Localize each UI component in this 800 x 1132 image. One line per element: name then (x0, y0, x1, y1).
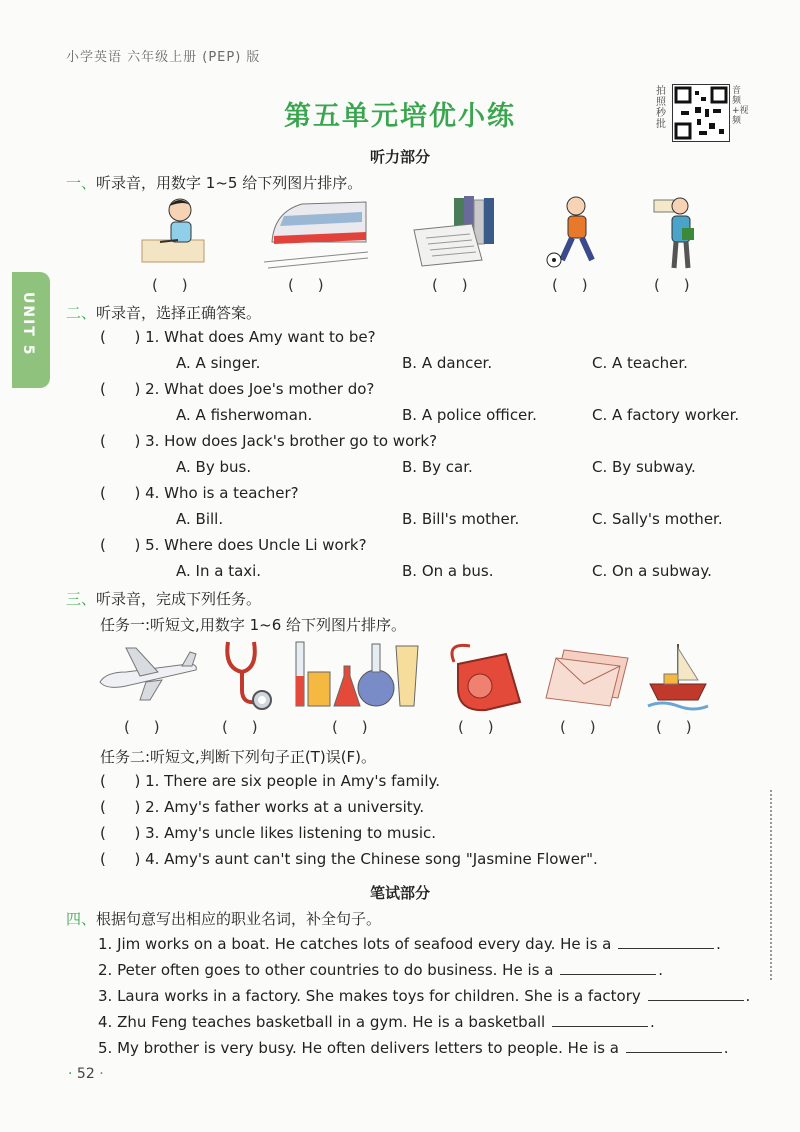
statement-row (100, 798, 424, 816)
page-number: · 52 · (68, 1066, 104, 1082)
option-b[interactable]: B. A police officer. (402, 406, 537, 424)
option-b[interactable]: B. By car. (402, 458, 473, 476)
option-a[interactable]: A. A singer. (176, 354, 261, 372)
answer-blank[interactable]: ( ) (458, 718, 494, 736)
option-c[interactable]: C. A factory worker. (592, 406, 740, 424)
sentence-row (98, 960, 663, 979)
sentence-text: 3. Laura works in a factory. She makes toys for children. She is a factory (98, 987, 641, 1005)
part3-instruction: 听录音，完成下列任务。 (96, 590, 262, 608)
answer-blank[interactable]: ( ) (552, 276, 588, 294)
part3-number: 三、 (66, 590, 97, 608)
question-row (100, 484, 299, 502)
answer-blank[interactable]: ( (100, 484, 135, 502)
sentence-row (98, 1038, 728, 1057)
page-title: 第五单元培优小练 (284, 101, 516, 132)
option-c[interactable]: C. Sally's mother. (592, 510, 723, 528)
sentence-row (98, 1012, 655, 1031)
question-text: ) 1. What does Amy want to be? (134, 328, 376, 346)
part4-number: 四、 (66, 910, 97, 928)
statement-text: ) 3. Amy's uncle likes listening to music. (134, 824, 437, 842)
fill-in-blank[interactable] (618, 934, 714, 949)
part4-heading (66, 908, 381, 929)
question-text: ) 2. What does Joe's mother do? (134, 380, 375, 398)
answer-blank[interactable]: ( ) (656, 718, 692, 736)
sentence-text: 2. Peter often goes to other countries to do business. He is a (98, 961, 554, 979)
question-row (100, 432, 437, 450)
whistle-image (440, 640, 524, 714)
answer-blank[interactable]: ( ) (222, 718, 258, 736)
page-margin-dots (770, 790, 778, 980)
man-with-map-image (652, 194, 698, 272)
sentence-text: 4. Zhu Feng teaches basketball in a gym. He is a basketball (98, 1013, 546, 1031)
part1-instruction: 听录音，用数字 1~5 给下列图片排序。 (96, 174, 363, 192)
question-row (100, 536, 367, 554)
part2-number: 二、 (66, 304, 97, 322)
sentence-end: . (723, 1039, 729, 1057)
answer-blank[interactable]: ( ) (332, 718, 368, 736)
answer-blank[interactable]: ( (100, 536, 135, 554)
task2-instruction: 任务二:听短文,判断下列句子正(T)误(F)。 (100, 748, 377, 766)
part1-number: 一、 (66, 174, 97, 192)
sentence-end: . (658, 961, 663, 979)
sentence-end: . (716, 935, 721, 953)
question-row (100, 380, 374, 398)
answer-blank[interactable]: ( (100, 850, 135, 868)
answer-blank[interactable]: ( ) (152, 276, 188, 294)
sentence-row (98, 934, 721, 953)
fill-in-blank[interactable] (552, 1012, 648, 1027)
statement-row (100, 824, 436, 842)
answer-blank[interactable]: ( (100, 328, 135, 346)
unit-tab (12, 272, 50, 388)
question-row (100, 328, 376, 346)
answer-blank[interactable]: ( ) (288, 276, 324, 294)
lab-flasks-image (292, 636, 422, 712)
statement-text: ) 1. There are six people in Amy's family. (134, 772, 440, 790)
task1-instruction: 任务一:听短文,用数字 1~6 给下列图片排序。 (100, 616, 407, 634)
option-c[interactable]: C. A teacher. (592, 354, 688, 372)
boy-writing-image (138, 194, 208, 268)
qr-right-label: 音频+视频 (732, 86, 749, 126)
answer-blank[interactable]: ( (100, 380, 135, 398)
writing-section-title: 笔试部分 (369, 884, 430, 902)
envelopes-image (542, 648, 630, 712)
sentence-text: 1. Jim works on a boat. He catches lots of seafood every day. He is a (98, 935, 612, 953)
sentence-text: 5. My brother is very busy. He often delivers letters to people. He is a (98, 1039, 619, 1057)
part4-instruction: 根据句意写出相应的职业名词，补全句子。 (96, 910, 382, 928)
answer-blank[interactable]: ( ) (432, 276, 468, 294)
fill-in-blank[interactable] (626, 1038, 722, 1053)
option-c[interactable]: C. By subway. (592, 458, 696, 476)
option-a[interactable]: A. Bill. (176, 510, 224, 528)
statement-text: ) 2. Amy's father works at a university. (134, 798, 425, 816)
answer-blank[interactable]: ( (100, 432, 135, 450)
option-a[interactable]: A. In a taxi. (176, 562, 262, 580)
page-number-value: 52 (76, 1066, 95, 1082)
part2-heading (66, 302, 261, 323)
book-header: 小学英语 六年级上册 (PEP) 版 (66, 50, 261, 65)
qr-left-label: 拍照秒批 (656, 86, 666, 130)
statement-row (100, 772, 440, 790)
train-image (262, 192, 370, 270)
boat-image (646, 640, 710, 712)
stethoscope-image (220, 638, 274, 712)
option-a[interactable]: A. By bus. (176, 458, 252, 476)
part3-heading (66, 588, 261, 609)
sentence-row (98, 986, 750, 1005)
option-b[interactable]: B. A dancer. (402, 354, 493, 372)
answer-blank[interactable]: ( (100, 772, 135, 790)
answer-blank[interactable]: ( ) (654, 276, 690, 294)
question-text: ) 3. How does Jack's brother go to work? (134, 432, 438, 450)
part1-heading (66, 172, 362, 193)
sentence-end: . (650, 1013, 655, 1031)
answer-blank[interactable]: ( (100, 798, 135, 816)
statement-text: ) 4. Amy's aunt can't sing the Chinese song "Jasmine Flower". (134, 850, 598, 868)
question-text: ) 5. Where does Uncle Li work? (134, 536, 367, 554)
sentence-end: . (745, 987, 751, 1005)
qr-code-icon[interactable] (672, 84, 730, 142)
option-a[interactable]: A. A fisherwoman. (176, 406, 313, 424)
fill-in-blank[interactable] (560, 960, 656, 975)
statement-row (100, 850, 598, 868)
question-text: ) 4. Who is a teacher? (134, 484, 299, 502)
boy-playing-football-image (540, 194, 606, 272)
option-c[interactable]: C. On a subway. (592, 562, 712, 580)
airplane-image (96, 642, 200, 704)
answer-blank[interactable]: ( ) (560, 718, 596, 736)
listening-section-title: 听力部分 (369, 148, 430, 166)
option-b[interactable]: B. On a bus. (402, 562, 494, 580)
option-b[interactable]: B. Bill's mother. (402, 510, 520, 528)
answer-blank[interactable]: ( (100, 824, 135, 842)
answer-blank[interactable]: ( ) (124, 718, 160, 736)
fill-in-blank[interactable] (648, 986, 744, 1001)
books-newspapers-image (412, 194, 498, 270)
unit-tab-label: UNIT 5 (20, 292, 36, 357)
part2-instruction: 听录音，选择正确答案。 (96, 304, 262, 322)
